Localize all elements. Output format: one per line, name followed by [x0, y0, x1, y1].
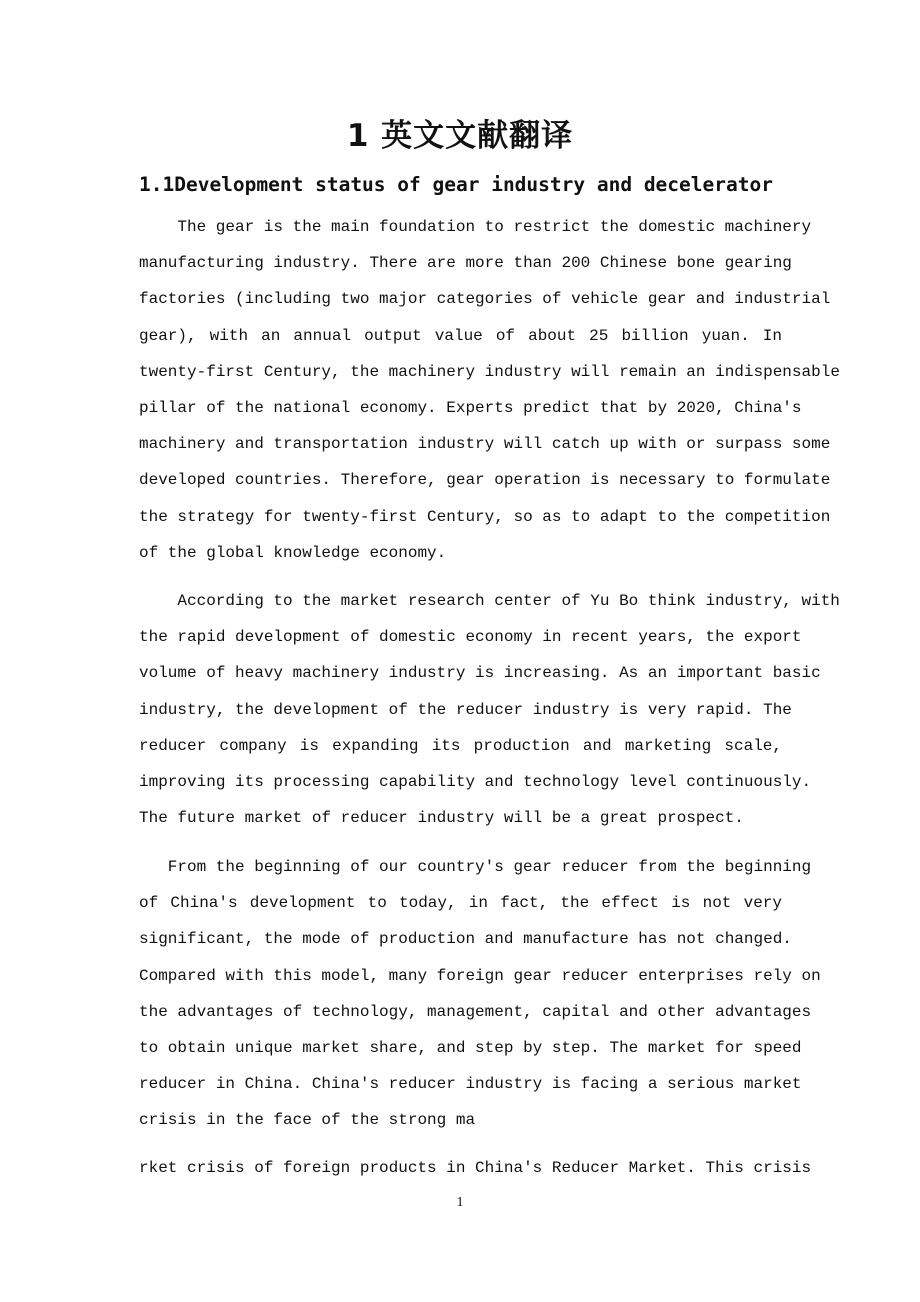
text-line: significant, the mode of production and manufacture has not changed. [139, 930, 792, 949]
text-line: Compared with this model, many foreign gear reducer enterprises rely on [139, 966, 821, 985]
paragraph-market-research [139, 583, 840, 836]
paragraph-market-crisis [139, 1150, 812, 1186]
text-line: volume of heavy machinery industry is increasing. As an important basic [139, 664, 821, 683]
page-number: 1 [456, 1195, 464, 1210]
text-line: improving its processing capability and technology level continuously. [139, 773, 812, 792]
text-line: rket crisis of foreign products in China's Reducer Market. This crisis [139, 1159, 812, 1177]
text-line: developed countries. Therefore, gear operation is necessary to formulate [139, 471, 831, 490]
text-line: twenty-first Century, the machinery industry will remain an indispensable [139, 362, 840, 381]
text-line: industry, the development of the reducer industry is very rapid. The [139, 700, 792, 719]
text-line: factories (including two major categories of vehicle gear and industrial [139, 290, 831, 309]
text-line: machinery and transportation industry will catch up with or surpass some [139, 435, 831, 454]
text-line: The gear is the main foundation to restrict the domestic machinery [177, 218, 812, 236]
paragraph-reducer-development [139, 849, 821, 1139]
text-line: of the global knowledge economy. [139, 543, 447, 562]
text-line: the strategy for twenty-first Century, so as to adapt to the competition [139, 507, 831, 526]
text-line: crisis in the face of the strong ma [139, 1111, 476, 1130]
chapter-title: 1 英文文献翻译 [346, 118, 574, 154]
text-line: the advantages of technology, management, capital and other advantages [139, 1002, 812, 1021]
text-line: pillar of the national economy. Experts predict that by 2020, China's [139, 399, 802, 418]
text-line: From the beginning of our country's gear reducer from the beginning [167, 858, 812, 876]
text-line: to obtain unique market share, and step by step. The market for speed [139, 1039, 802, 1058]
section-title: 1.1Development status of gear industry and decelerator [139, 173, 773, 196]
paragraph-gear-industry [139, 209, 840, 571]
text-line: reducer company is expanding its production and marketing scale, [139, 736, 782, 755]
text-line: According to the market research center of Yu Bo think industry, with [177, 592, 840, 610]
text-line: of China's development to today, in fact, the effect is not very [139, 894, 782, 913]
text-line: the rapid development of domestic economy in recent years, the export [139, 628, 802, 647]
text-line: reducer in China. China's reducer industry is facing a serious market [139, 1075, 802, 1094]
text-line: gear), with an annual output value of about 25 billion yuan. In [139, 326, 782, 345]
text-line: manufacturing industry. There are more than 200 Chinese bone gearing [139, 254, 792, 273]
text-line: The future market of reducer industry will be a great prospect. [139, 809, 744, 828]
